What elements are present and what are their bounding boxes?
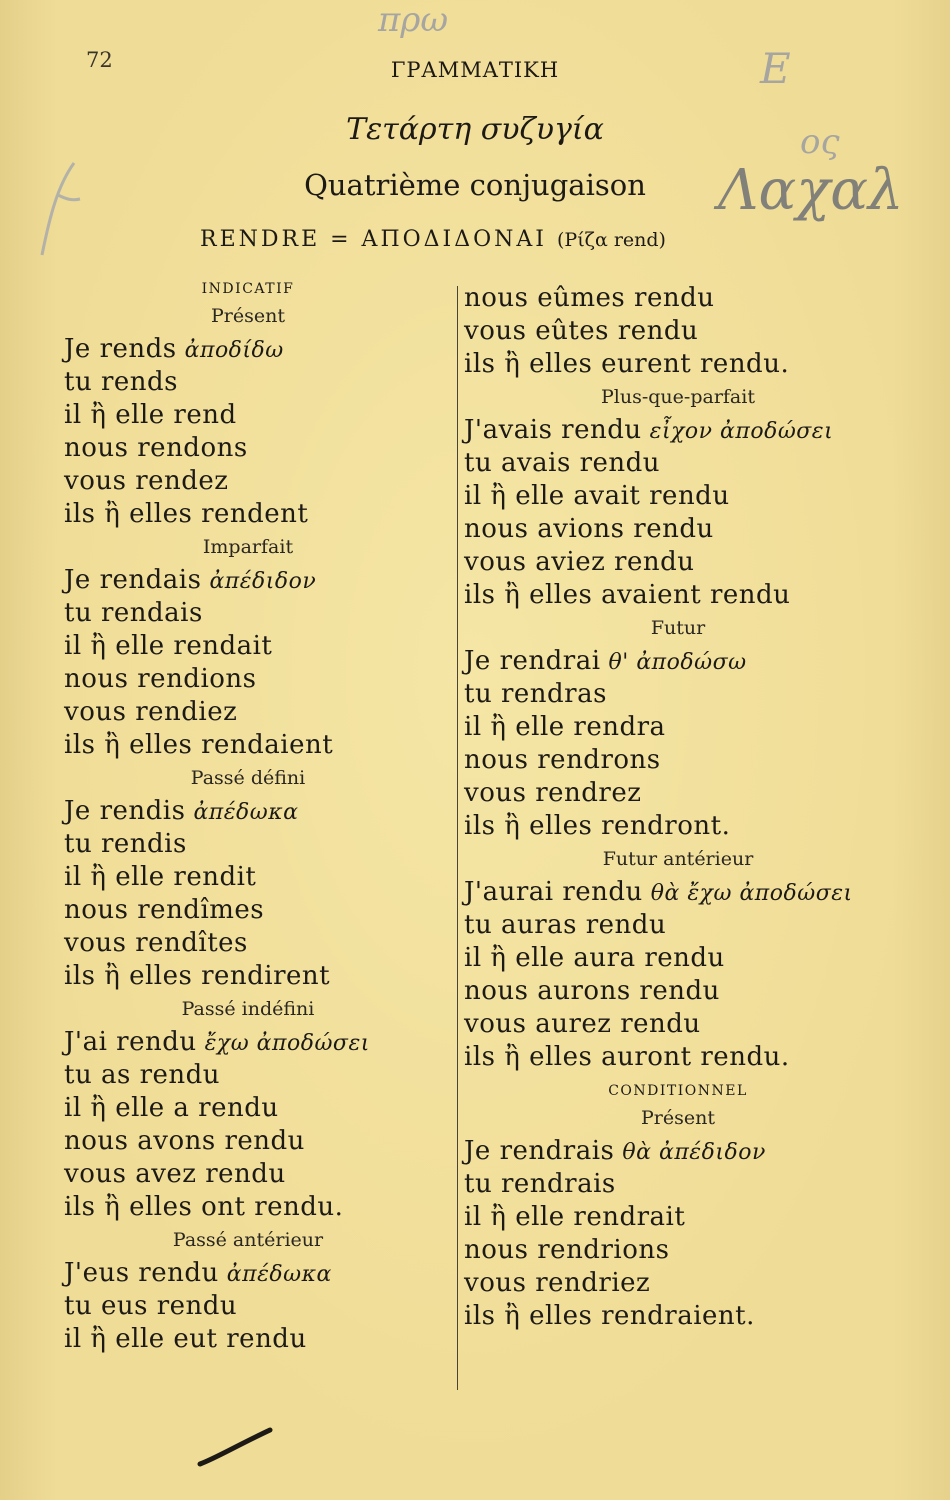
- conjugation-line: [458, 1135, 898, 1168]
- conjugation-line: ils ἢ elles avaient rendu: [464, 580, 791, 610]
- conjugation-line: il ἢ elle avait rendu: [464, 481, 730, 511]
- conjugation-line: tu eus rendu: [64, 1291, 238, 1321]
- conjugation-line: tu rendrais: [464, 1169, 616, 1199]
- conjugation-line: vous eûtes rendu: [464, 316, 699, 346]
- greek-gloss: θὰ ἔχω ἀποδώσει: [650, 881, 853, 906]
- conjugation-line: tu as rendu: [64, 1060, 221, 1090]
- conjugation-line: ils ἢ elles rendaient: [64, 730, 334, 760]
- conjugation-line: [58, 333, 438, 366]
- conjugation-line: il ἢ elle a rendu: [64, 1093, 279, 1123]
- tense-heading: Imparfait: [202, 536, 294, 558]
- conjugation-line: nous aurons rendu: [464, 976, 720, 1006]
- greek-gloss: θ' ἀποδώσω: [608, 650, 747, 675]
- page-number: 72: [86, 48, 113, 72]
- mood-heading: CONDITIONNEL: [608, 1083, 748, 1099]
- greek-gloss: εἶχον ἀποδώσει: [649, 419, 834, 444]
- conjugation-line: nous rendrions: [464, 1235, 670, 1265]
- conjugation-line: ils ἢ elles rendraient.: [464, 1301, 755, 1331]
- conjugation-line: [58, 1257, 438, 1290]
- french-form: Je rendrai: [464, 646, 601, 676]
- conjugation-line: il ἢ elle eut rendu: [64, 1324, 307, 1354]
- tense-heading: Plus-que-parfait: [601, 386, 755, 408]
- french-form: Je rendais: [64, 565, 202, 595]
- french-form: J'ai rendu: [64, 1027, 197, 1057]
- ink-stroke-mark: [196, 1424, 276, 1468]
- french-form: Je rendrais: [464, 1136, 615, 1166]
- french-form: J'aurai rendu: [464, 877, 643, 907]
- conjugation-line: ils ἢ elles rendent: [64, 499, 309, 529]
- conjugation-line: il ἢ elle aura rendu: [464, 943, 725, 973]
- tense-heading: Passé antérieur: [172, 1229, 324, 1251]
- conjugation-line: [458, 876, 898, 909]
- conjugation-line: nous rendrons: [464, 745, 661, 775]
- conjugation-line: vous rendîtes: [64, 928, 248, 958]
- left-column: [58, 278, 438, 1356]
- conjugation-line: [58, 564, 438, 597]
- running-head: ΓΡΑΜΜΑΤΙΚΗ: [390, 58, 560, 82]
- conjugation-line: il ἢ elle rendit: [64, 862, 257, 892]
- verb-heading: [200, 227, 666, 252]
- greek-gloss: ἀποδίδω: [184, 338, 284, 363]
- verb-root: (Ρίζα rend): [557, 229, 666, 251]
- mood-heading: INDICATIF: [201, 281, 295, 297]
- pencil-note-right-3: Λαχαλ: [718, 158, 904, 223]
- conjugation-line: [58, 795, 438, 828]
- conjugation-line: il ἢ elle rendrait: [464, 1202, 686, 1232]
- conjugation-line: vous aurez rendu: [464, 1009, 701, 1039]
- conjugation-line: ils ἢ elles ont rendu.: [64, 1192, 344, 1222]
- pencil-note-right-1: Ε: [760, 44, 791, 93]
- greek-gloss: ἔχω ἀποδώσει: [204, 1031, 370, 1056]
- french-form: Je rends: [64, 334, 177, 364]
- conjugation-line: [58, 1026, 438, 1059]
- greek-gloss: θὰ ἀπέδιδον: [622, 1140, 766, 1165]
- conjugation-line: nous eûmes rendu: [464, 283, 715, 313]
- tense-heading: Passé indéfini: [181, 998, 315, 1020]
- right-column: [458, 282, 898, 1333]
- title-greek: Τετάρτη συζυγία: [346, 112, 604, 147]
- tense-heading: Présent: [641, 1107, 715, 1129]
- conjugation-line: il ἢ elle rend: [64, 400, 237, 430]
- french-form: J'eus rendu: [64, 1258, 219, 1288]
- conjugation-line: nous rendions: [64, 664, 257, 694]
- conjugation-line: ils ἢ elles eurent rendu.: [464, 349, 790, 379]
- conjugation-line: tu rendais: [64, 598, 203, 628]
- conjugation-line: tu auras rendu: [464, 910, 667, 940]
- conjugation-line: nous rendons: [64, 433, 248, 463]
- greek-gloss: ἀπέδωκα: [193, 800, 299, 825]
- tense-heading: Futur: [650, 617, 706, 639]
- conjugation-line: nous avons rendu: [64, 1126, 305, 1156]
- conjugation-line: nous avions rendu: [464, 514, 714, 544]
- conjugation-line: ils ἢ elles rendront.: [464, 811, 731, 841]
- conjugation-line: [458, 414, 898, 447]
- greek-gloss: ἀπέδωκα: [226, 1262, 332, 1287]
- french-form: Je rendis: [64, 796, 186, 826]
- conjugation-line: vous rendriez: [464, 1268, 651, 1298]
- tense-heading: Futur antérieur: [602, 848, 754, 870]
- conjugation-line: tu rends: [64, 367, 179, 397]
- greek-gloss: ἀπέδιδον: [209, 569, 317, 594]
- tense-heading: Passé défini: [190, 767, 306, 789]
- title-french: Quatrième conjugaison: [304, 168, 646, 202]
- pencil-note-right-2: ος: [800, 122, 840, 162]
- conjugation-line: nous rendîmes: [64, 895, 265, 925]
- verb-equation: RENDRE = ΑΠΟΔΙΔΟΝΑΙ: [200, 227, 547, 252]
- conjugation-line: tu rendis: [64, 829, 187, 859]
- conjugation-line: il ἢ elle rendait: [64, 631, 273, 661]
- conjugation-line: tu avais rendu: [464, 448, 661, 478]
- conjugation-line: vous rendrez: [464, 778, 642, 808]
- tense-heading: Présent: [211, 305, 285, 327]
- conjugation-line: ils ἢ elles auront rendu.: [464, 1042, 790, 1072]
- conjugation-line: vous aviez rendu: [464, 547, 695, 577]
- conjugation-line: vous rendiez: [64, 697, 238, 727]
- conjugation-line: vous avez rendu: [64, 1159, 286, 1189]
- french-form: J'avais rendu: [464, 415, 642, 445]
- conjugation-line: vous rendez: [64, 466, 229, 496]
- conjugation-line: il ἢ elle rendra: [464, 712, 666, 742]
- conjugation-line: tu rendras: [464, 679, 607, 709]
- pencil-note-top: πρω: [378, 0, 449, 40]
- conjugation-line: ils ἢ elles rendirent: [64, 961, 331, 991]
- conjugation-line: [458, 645, 898, 678]
